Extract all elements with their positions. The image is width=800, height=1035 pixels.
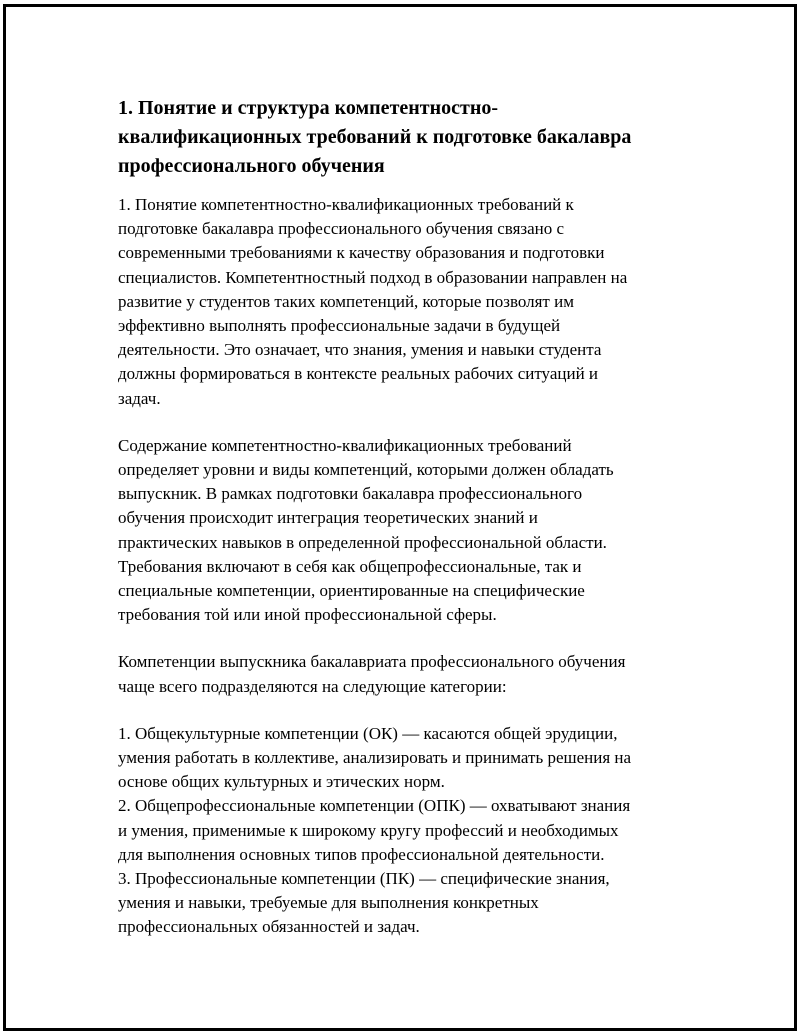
paragraph-3: Компетенции выпускника бакалавриата профессионального обучения чаще всего подразделяются на следующие категории: [118,652,626,696]
paragraph-1: 1. Понятие компетентностно-квалификационных требований к подготовке бакалавра профессионального обучения связано с современными требованиями к качеству образования и подготовки специалистов. Компетентностный подход в образовании направлен на развитие у студентов таких компетенций, которые позволят им эффективно выполнять профессиональные задачи в будущей деятельности. Это означает, что знания, умения и навыки студента должны формироваться в контексте реальных рабочих ситуаций и задач. [118,195,628,408]
document-title: 1. Понятие и структура компетентностно- квалификационных требований к подготовке бакалавра профессионального обучения [118,97,632,177]
paragraph-2: Содержание компетентностно-квалификационных требований определяет уровни и виды компетенций, которыми должен обладать выпускник. В рамках подготовки бакалавра профессионального обучения происходит интеграция теоретических знаний и практических навыков в определенной профессиональной области. Требования включают в себя как общепрофессиональные, так и специальные компетенции, ориентированные на специфические требования той или иной профессиональной сферы. [118,435,614,625]
paragraph-spacer [118,699,678,722]
competency-list: 1. Общекультурные компетенции (ОК) — касаются общей эрудиции, умения работать в коллективе, анализировать и принимать решения на основе общих культурных и этических норм. 2. Общепрофессиональные компетенции (ОПК) — охватывают знания и умения, применимые к широкому кругу профессий и необходимых для выполнения основных типов профессиональной деятельности. 3. Профессиональные компетенции (ПК) — специфические знания, умения и навыки, требуемые для выполнения конкретных профессиональных обязанностей и задач. [118,723,632,937]
document-body [118,94,678,940]
paragraph-spacer [118,411,678,434]
paragraph-spacer [118,627,678,650]
